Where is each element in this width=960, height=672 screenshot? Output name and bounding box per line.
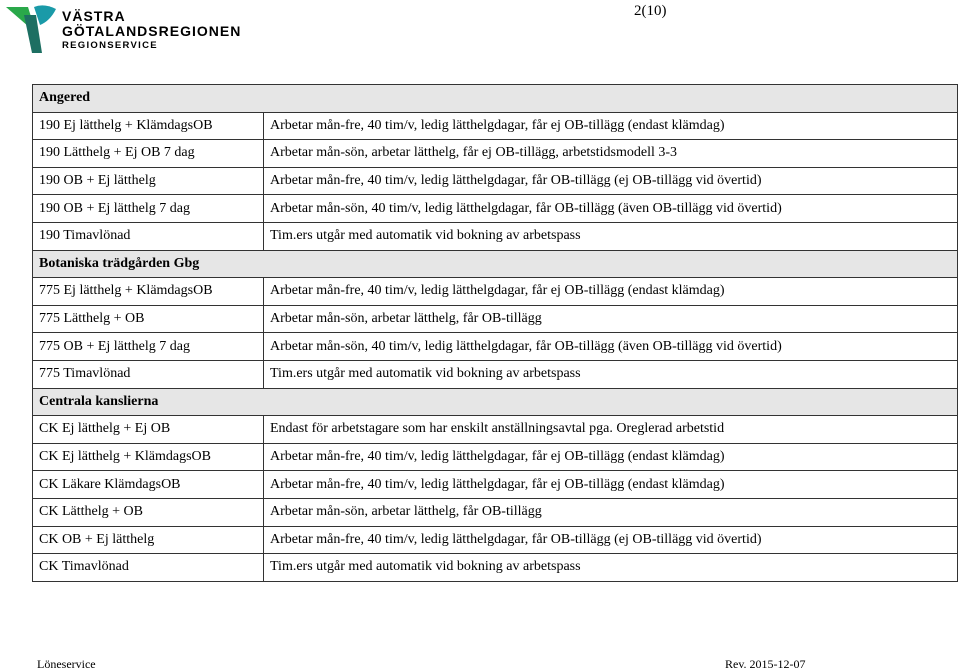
- table-row: [33, 305, 958, 333]
- code-cell: CK OB + Ej lätthelg: [33, 526, 264, 554]
- code-cell: 190 Timavlönad: [33, 222, 264, 250]
- section-title: Centrala kanslierna: [33, 388, 958, 416]
- code-cell: 190 Lätthelg + Ej OB 7 dag: [33, 140, 264, 168]
- logo-text-line3: REGIONSERVICE: [62, 40, 158, 51]
- table-row: [33, 222, 958, 250]
- vgr-emblem-icon: [6, 3, 58, 55]
- code-cell: CK Läkare KlämdagsOB: [33, 471, 264, 499]
- description-cell: Arbetar mån-fre, 40 tim/v, ledig lätthelgdagar, får ej OB-tillägg (endast klämdag): [264, 443, 958, 471]
- description-cell: Arbetar mån-sön, arbetar lätthelg, får OB-tillägg: [264, 305, 958, 333]
- description-cell: Endast för arbetstagare som har enskilt anställningsavtal pga. Oreglerad arbetstid: [264, 416, 958, 444]
- logo-text-line2: GÖTALANDSREGIONEN: [62, 23, 242, 39]
- description-cell: Arbetar mån-fre, 40 tim/v, ledig lätthelgdagar, får ej OB-tillägg (endast klämdag): [264, 278, 958, 306]
- code-cell: CK Timavlönad: [33, 554, 264, 582]
- schedule-table: [32, 84, 958, 582]
- table-row: [33, 167, 958, 195]
- code-cell: 190 OB + Ej lätthelg: [33, 167, 264, 195]
- organization-logo: [6, 3, 256, 55]
- code-cell: CK Lätthelg + OB: [33, 498, 264, 526]
- section-header-row: [33, 250, 958, 278]
- table-row: [33, 471, 958, 499]
- code-cell: 190 OB + Ej lätthelg 7 dag: [33, 195, 264, 223]
- description-cell: Arbetar mån-sön, 40 tim/v, ledig lätthelgdagar, får OB-tillägg (även OB-tillägg vid övertid): [264, 333, 958, 361]
- description-cell: Arbetar mån-fre, 40 tim/v, ledig lätthelgdagar, får OB-tillägg (ej OB-tillägg vid övertid): [264, 526, 958, 554]
- code-cell: 190 Ej lätthelg + KlämdagsOB: [33, 112, 264, 140]
- code-cell: 775 Lätthelg + OB: [33, 305, 264, 333]
- description-cell: Arbetar mån-fre, 40 tim/v, ledig lätthelgdagar, får ej OB-tillägg (endast klämdag): [264, 471, 958, 499]
- footer-department: Löneservice: [37, 657, 96, 671]
- description-cell: Tim.ers utgår med automatik vid bokning av arbetspass: [264, 222, 958, 250]
- table-row: [33, 278, 958, 306]
- table-row: [33, 526, 958, 554]
- description-cell: Tim.ers utgår med automatik vid bokning av arbetspass: [264, 554, 958, 582]
- code-cell: CK Ej lätthelg + Ej OB: [33, 416, 264, 444]
- code-cell: 775 Timavlönad: [33, 360, 264, 388]
- description-cell: Arbetar mån-sön, 40 tim/v, ledig lätthelgdagar, får OB-tillägg (även OB-tillägg vid övertid): [264, 195, 958, 223]
- table-row: [33, 443, 958, 471]
- section-title: Botaniska trädgården Gbg: [33, 250, 958, 278]
- table-row: [33, 333, 958, 361]
- description-cell: Arbetar mån-fre, 40 tim/v, ledig lätthelgdagar, får ej OB-tillägg (endast klämdag): [264, 112, 958, 140]
- footer-revision: Rev. 2015-12-07: [725, 657, 806, 671]
- table-row: [33, 140, 958, 168]
- table-row: [33, 360, 958, 388]
- table-row: [33, 112, 958, 140]
- section-header-row: [33, 388, 958, 416]
- code-cell: 775 Ej lätthelg + KlämdagsOB: [33, 278, 264, 306]
- description-cell: Tim.ers utgår med automatik vid bokning av arbetspass: [264, 360, 958, 388]
- code-cell: CK Ej lätthelg + KlämdagsOB: [33, 443, 264, 471]
- table-row: [33, 416, 958, 444]
- description-cell: Arbetar mån-sön, arbetar lätthelg, får ej OB-tillägg, arbetstidsmodell 3-3: [264, 140, 958, 168]
- table-row: [33, 554, 958, 582]
- description-cell: Arbetar mån-fre, 40 tim/v, ledig lätthelgdagar, får OB-tillägg (ej OB-tillägg vid övertid): [264, 167, 958, 195]
- page-number: 2(10): [634, 3, 667, 19]
- table-row: [33, 195, 958, 223]
- table-row: [33, 498, 958, 526]
- logo-text-line1: VÄSTRA: [62, 8, 126, 24]
- section-header-row: [33, 85, 958, 113]
- description-cell: Arbetar mån-sön, arbetar lätthelg, får OB-tillägg: [264, 498, 958, 526]
- section-title: Angered: [33, 85, 958, 113]
- code-cell: 775 OB + Ej lätthelg 7 dag: [33, 333, 264, 361]
